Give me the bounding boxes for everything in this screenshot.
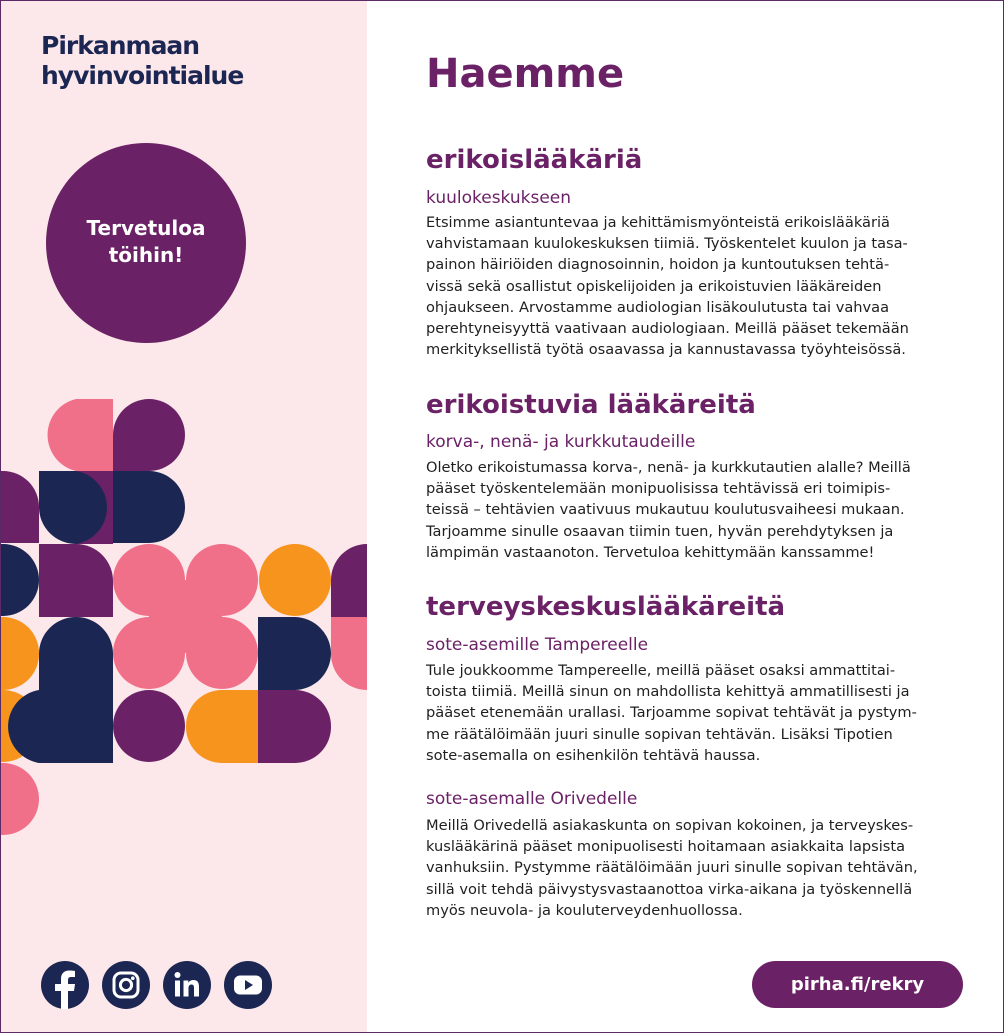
section-body [426,660,971,766]
pattern-shape [149,617,222,653]
pattern-shape [48,399,113,471]
sidebar [1,1,367,1032]
section-title: erikoistuvia lääkäreitä [426,390,756,420]
pattern-shape [331,617,367,690]
youtube-icon[interactable] [224,961,272,1009]
pattern-shape [113,435,149,471]
section-body [426,212,971,360]
body-line: teissä – tehtävien vaativuus mukautuu koulutusvaiheesi mukaan. [426,501,905,519]
logo-line-1: Pirkanmaan [41,31,200,60]
welcome-badge [46,143,246,343]
body-line: vahvistamaan kuulokeskuksen tiimiä. Työskentelet kuulon ja tasa- [426,235,908,253]
body-line: Tarjoamme sinulle osaavan tiimin tuen, hyvän perehdytyksen ja [426,522,894,540]
section-title: erikoislääkäriä [426,145,643,175]
social-links [41,961,272,1009]
body-line: Oletko erikoistumassa korva-, nenä- ja kurkkutautien alalle? Meillä [426,459,911,476]
pattern-shape [113,471,185,543]
body-line: vanhuksiin. Pystymme räätälöimään juuri sinulle sopivan tehtävän, [426,859,918,877]
body-line: Etsimme asiantuntevaa ja kehittämismyönteistä erikoislääkäriä [426,214,890,231]
body-line: lämpimän vastaanoton. Tervetuloa kehittymään kanssamme! [426,543,875,561]
body-line: me räätälöimään juuri sinulle sopivan tehtävän. Lisäksi Tipotien [426,725,893,743]
logo-line-2: hyvinvointialue [41,61,244,90]
pattern-shape [8,690,113,763]
body-line: ohjaukseen. Arvostamme audiologian lisäkoulutusta tai vahvaa [426,298,890,316]
pattern-shape [149,580,222,617]
pattern-shape [1,763,39,835]
instagram-icon[interactable] [102,961,150,1009]
facebook-icon[interactable] [41,961,89,1009]
body-line: pääset työskentelemään monipuolisissa tehtävissä eri toimipis- [426,480,891,498]
section-subtitle: korva-, nenä- ja kurkkutaudeille [426,432,696,452]
body-line: kuslääkärinä pääset monipuolisesti hoitamaan asiakkaita lapsista [426,838,906,856]
welcome-line-2: töihin! [108,243,184,267]
linkedin-icon[interactable] [163,961,211,1009]
pattern-shape [113,690,185,762]
pattern-shape [331,544,367,617]
section-subtitle: kuulokeskukseen [426,188,572,208]
pattern-shape [1,544,39,616]
body-line: pääset etenemään urallasi. Tarjoamme sopivat tehtävät ja pystym- [426,704,917,722]
section-title: terveyskeskuslääkäreitä [426,592,786,622]
body-line: vissä sekä osallistut opiskelijoiden ja erikoistuvien lääkäreiden [426,277,882,295]
pattern-shape [1,471,39,543]
body-line: painon häiriöiden diagnosoinnin, hoidon ja kuntoutuksen tehtä- [426,256,890,274]
body-line: Meillä Orivedellä asiakaskunta on sopivan kokoinen, ja terveyskes- [426,817,914,834]
welcome-line-1: Tervetuloa [86,216,206,240]
section-subtitle: sote-asemalle Orivedelle [426,789,638,809]
page-title: Haemme [426,51,625,97]
pattern-shape [258,690,331,763]
pattern-shape [1,617,39,690]
body-line: perehtyneisyyttä vaativaan audiologiaan. Meillä pääset tekemään [426,320,909,338]
pattern-shape [39,617,113,690]
pattern-shape [39,544,113,617]
section-body [426,457,971,563]
body-line: toista tiimiä. Meillä sinun on mahdollista kehittyä ammatillisesti ja [426,683,910,701]
pattern-shape [259,544,331,616]
pattern-shape [258,617,331,690]
body-line: sillä voit tehdä päivystysvastaanottoa virka-aikana ja työskennellä [426,880,913,898]
pattern-shape [186,690,258,763]
body-line: myös neuvola- ja kouluterveydenhuollossa. [426,901,743,919]
body-line: merkityksellistä työtä osaavassa ja kannustavassa työyhteisössä. [426,341,906,359]
body-line: sote-asemalla on esihenkilön tehtävä haussa. [426,746,761,764]
decorative-pattern [1,397,367,837]
section-subtitle: sote-asemille Tampereelle [426,635,649,655]
organization-logo [41,31,243,91]
recruitment-link-button[interactable]: pirha.fi/rekry [752,961,963,1008]
section-body [426,815,971,921]
pattern-shapes [1,399,367,835]
body-line: Tule joukkoomme Tampereelle, meillä pääset osaksi ammattitai- [426,662,896,679]
